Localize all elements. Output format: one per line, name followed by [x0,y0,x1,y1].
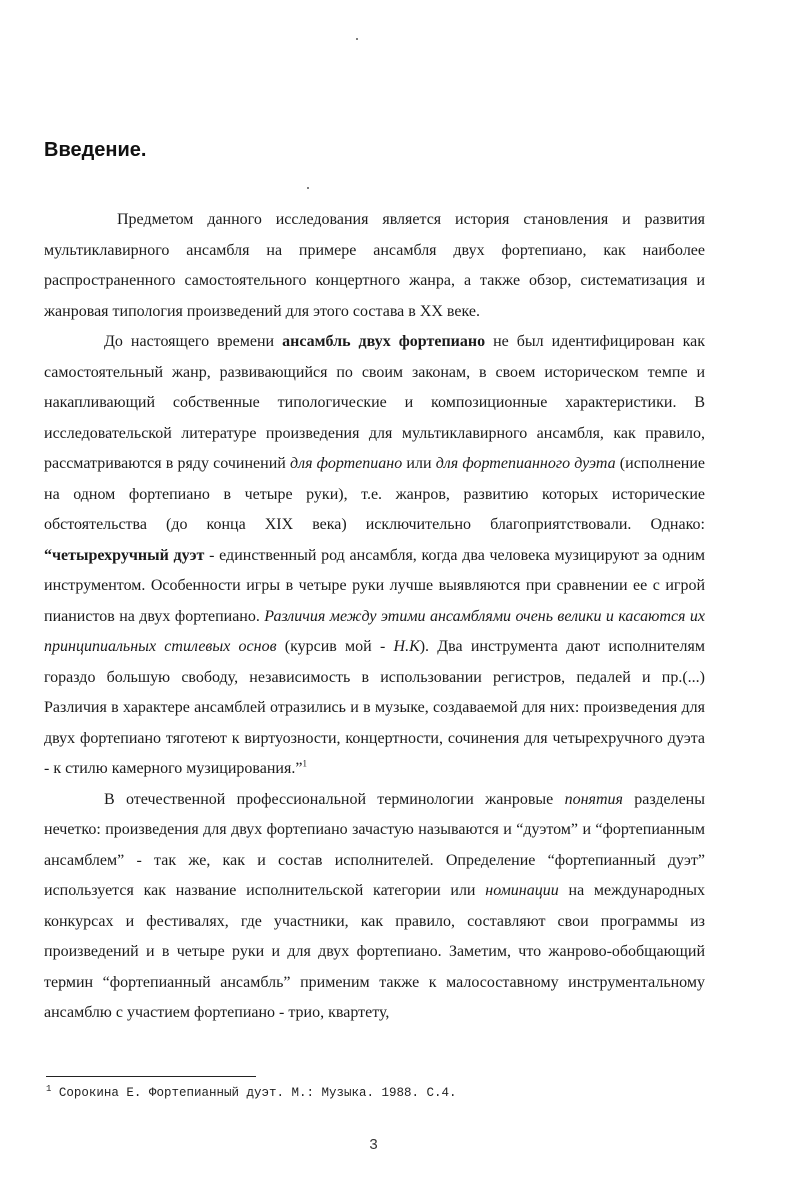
footnote [46,1083,457,1100]
text-run: Различия между этими ансамблями очень велики и касаются их принципиальных стилевых основ [44,607,706,655]
paragraph [44,205,705,327]
text-run: для фортепиано [290,455,403,472]
text-run: - единственный род ансамбля, когда два человека музицируют за одним инструментом. Особенности игры в четыре руки лучше выявляются при сравнении ее с игрой пианистов на двух фортепиано. [44,546,705,625]
text-run: До настоящего времени [104,333,283,350]
body-text [44,205,705,1029]
paragraph [44,785,705,1029]
text-run: “четырехручный дуэт [44,546,205,564]
text-run: разделены нечетко: произведения для двух фортепиано зачастую называются и “дуэтом” и “фортепианным ансамблем” - так же, как и состав исполнителей. Определение “фортепианный дуэт” используется как название исполнительской категории или [44,790,705,899]
text-run: ансамбль двух фортепиано [282,333,486,350]
scan-speck [356,38,358,40]
text-run: (исполнение на одном фортепиано в четыре руки), т.е. жанров, развитию которых исторические обстоятельства (до конца XIX века) исключительно благоприятствовали. Однако: [44,455,706,533]
text-run: для фортепианного дуэта [435,455,616,472]
footnote-separator [46,1076,256,1077]
paragraph [44,327,705,785]
footnote-reference: 1 [302,758,307,769]
page-number: 3 [369,1137,379,1154]
text-run: на международных конкурсах и фестивалях, где участники, как правило, составляют свои программы из произведений и в четыре руки и для двух фортепиано. Заметим, что жанрово-обобщающий термин “фортепианный ансамбль” применим также к малосоставному инструментальному ансамблю с участием фортепиано - трио, квартету, [44,882,706,1021]
page-title: Введение. [44,139,147,161]
text-run: (курсив мой - [276,638,394,655]
text-run: Н.К [393,638,420,655]
footnote-text: Сорокина Е. Фортепианный дуэт. М.: Музыка. 1988. С.4. [58,1086,457,1100]
text-run: ). Два инструмента дают исполнителям гораздо большую свободу, независимость в использовании регистров, педалей и пр.(...) Различия в характере ансамблей отразились и в музыке, создаваемой для них: произведения для двух фортепиано тяготеют к виртуозности, концертности, сочинения для четырехручного дуэта - к стилю камерного музицирования.” [44,638,706,777]
text-run: номинации [485,882,559,899]
text-run: не был идентифицирован как самостоятельный жанр, развивающийся по своим законам, в своем историческом темпе и накапливающий собственные типологические и композиционные характеристики. В исследовательской литературе произведения для мультиклавирного ансамбля, как правило, рассматриваются в ряду сочинений [44,333,706,472]
footnote-marker: 1 [46,1083,52,1094]
text-run: понятия [564,790,623,808]
scan-speck [307,187,309,189]
text-run: Предметом данного исследования является история становления и развития мультиклавирного ансамбля на примере ансамбля двух фортепиано, как наиболее распространенного самостоятельного концертного жанра, а также обзор, систематизация и жанровая типология произведений для этого состава в XX веке. [44,211,705,320]
text-run: В отечественной профессиональной терминологии жанровые [104,790,565,808]
text-run: или [402,455,436,472]
